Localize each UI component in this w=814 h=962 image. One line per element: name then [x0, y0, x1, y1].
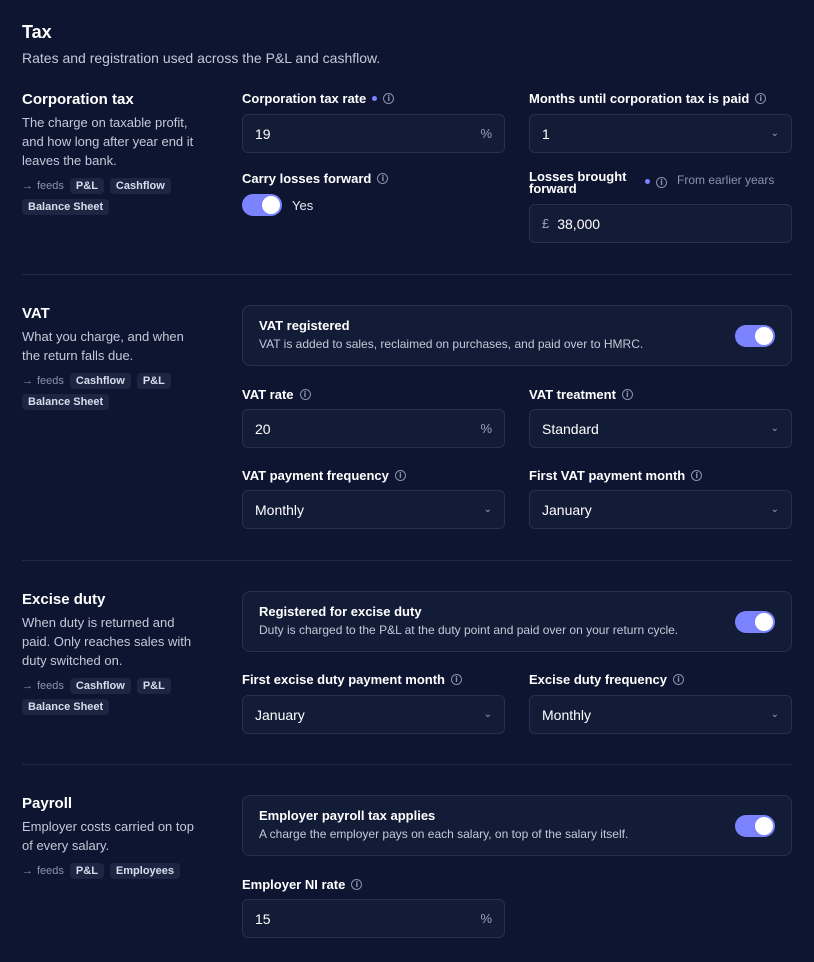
vat-payment-frequency-select[interactable]: Monthly ⌄ [242, 490, 505, 529]
excise-registered-toggle[interactable] [735, 611, 775, 633]
excise-duty-section [22, 591, 792, 741]
feed-chip: P&L [137, 678, 171, 694]
carry-losses-toggle-row [242, 194, 313, 216]
info-icon[interactable]: i [656, 177, 667, 188]
chevron-down-icon: ⌄ [770, 128, 779, 139]
arrow-right-icon: → [22, 680, 33, 692]
section-divider [22, 560, 792, 561]
employer-payroll-tax-card [242, 795, 792, 856]
first-vat-month-label: First VAT payment month i [529, 468, 702, 483]
corporation-tax-rate-label: Corporation tax rate i [242, 91, 394, 106]
carry-losses-label: Carry losses forward i [242, 171, 388, 186]
excise-frequency-select[interactable]: Monthly ⌄ [529, 695, 792, 734]
card-description: VAT is added to sales, reclaimed on purchases, and paid over to HMRC. [259, 337, 644, 351]
losses-brought-forward-input[interactable]: £ 38,000 [529, 204, 792, 243]
section-description: The charge on taxable profit, and how long after year end it leaves the bank. [22, 115, 194, 168]
section-description: What you charge, and when the return falls due. [22, 329, 184, 363]
feeds-label: → feeds [22, 680, 64, 692]
vat-section [22, 305, 792, 535]
feeds-list [22, 373, 222, 410]
vat-payment-frequency-label: VAT payment frequency i [242, 468, 406, 483]
employer-ni-rate-label: Employer NI rate i [242, 877, 362, 892]
feed-chip: Cashflow [70, 373, 131, 389]
excise-frequency-label: Excise duty frequency i [529, 672, 684, 687]
chevron-down-icon: ⌄ [770, 709, 779, 720]
info-icon[interactable]: i [691, 470, 702, 481]
first-vat-month-select[interactable]: January ⌄ [529, 490, 792, 529]
corporation-tax-section [22, 91, 792, 261]
section-title: Corporation tax [22, 91, 134, 108]
first-excise-month-select[interactable]: January ⌄ [242, 695, 505, 734]
losses-brought-forward-label: Losses brought forward i From earlier years [529, 169, 775, 196]
info-icon[interactable]: i [383, 93, 394, 104]
employer-ni-rate-input[interactable]: 15 % [242, 899, 505, 938]
arrow-right-icon: → [22, 375, 33, 387]
info-icon[interactable]: i [377, 173, 388, 184]
arrow-right-icon: → [22, 180, 33, 192]
feeds-list [22, 178, 222, 215]
changed-dot [645, 179, 650, 184]
vat-registered-toggle[interactable] [735, 325, 775, 347]
chevron-down-icon: ⌄ [770, 423, 779, 434]
vat-registered-card [242, 305, 792, 366]
card-title: VAT registered [259, 318, 350, 333]
changed-dot [372, 96, 377, 101]
feeds-list [22, 678, 222, 715]
page-subtitle: Rates and registration used across the P&L and cashflow. [22, 50, 381, 66]
toggle-label: Yes [292, 197, 314, 213]
card-description: Duty is charged to the P&L at the duty point and paid over on your return cycle. [259, 623, 679, 637]
feed-chip: P&L [70, 863, 104, 879]
info-icon[interactable]: i [622, 389, 633, 400]
feeds-label: → feeds [22, 865, 64, 877]
info-icon[interactable]: i [300, 389, 311, 400]
page-title: Tax [22, 22, 52, 42]
feed-chip: P&L [70, 178, 104, 194]
card-title: Employer payroll tax applies [259, 808, 436, 823]
feed-chip: P&L [137, 373, 171, 389]
feed-chip: Balance Sheet [22, 394, 109, 410]
feed-chip: Balance Sheet [22, 699, 109, 715]
vat-treatment-select[interactable]: Standard ⌄ [529, 409, 792, 448]
feed-chip: Cashflow [70, 678, 131, 694]
feeds-label: → feeds [22, 180, 64, 192]
percent-suffix: % [480, 126, 492, 141]
employer-payroll-tax-toggle[interactable] [735, 815, 775, 837]
feed-chip: Employees [110, 863, 180, 879]
percent-suffix: % [480, 911, 492, 926]
info-icon[interactable]: i [395, 470, 406, 481]
section-title: VAT [22, 305, 50, 322]
info-icon[interactable]: i [755, 93, 766, 104]
section-title: Excise duty [22, 591, 106, 608]
section-description: When duty is returned and paid. Only reaches sales with duty switched on. [22, 615, 192, 668]
feeds-label: → feeds [22, 375, 64, 387]
vat-rate-input[interactable]: 20 % [242, 409, 505, 448]
feed-chip: Balance Sheet [22, 199, 109, 215]
section-divider [22, 274, 792, 275]
field-hint: From earlier years [677, 173, 775, 187]
carry-losses-toggle[interactable] [242, 194, 282, 216]
feeds-list [22, 863, 222, 879]
months-until-paid-label: Months until corporation tax is paid i [529, 91, 766, 106]
vat-rate-label: VAT rate i [242, 387, 311, 402]
percent-suffix: % [480, 421, 492, 436]
section-divider [22, 764, 792, 765]
section-description: Employer costs carried on top of every salary. [22, 819, 194, 853]
section-title: Payroll [22, 795, 73, 812]
chevron-down-icon: ⌄ [770, 504, 779, 515]
corporation-tax-rate-input[interactable]: 19 % [242, 114, 505, 153]
chevron-down-icon: ⌄ [483, 504, 492, 515]
months-until-paid-select[interactable]: 1 ⌄ [529, 114, 792, 153]
vat-treatment-label: VAT treatment i [529, 387, 633, 402]
info-icon[interactable]: i [673, 674, 684, 685]
first-excise-month-label: First excise duty payment month i [242, 672, 462, 687]
card-title: Registered for excise duty [259, 604, 422, 619]
card-description: A charge the employer pays on each salary, on top of the salary itself. [259, 827, 629, 841]
payroll-section [22, 795, 792, 940]
info-icon[interactable]: i [451, 674, 462, 685]
excise-registered-card [242, 591, 792, 652]
info-icon[interactable]: i [351, 879, 362, 890]
arrow-right-icon: → [22, 865, 33, 877]
currency-prefix: £ [542, 216, 550, 231]
feed-chip: Cashflow [110, 178, 171, 194]
chevron-down-icon: ⌄ [483, 709, 492, 720]
